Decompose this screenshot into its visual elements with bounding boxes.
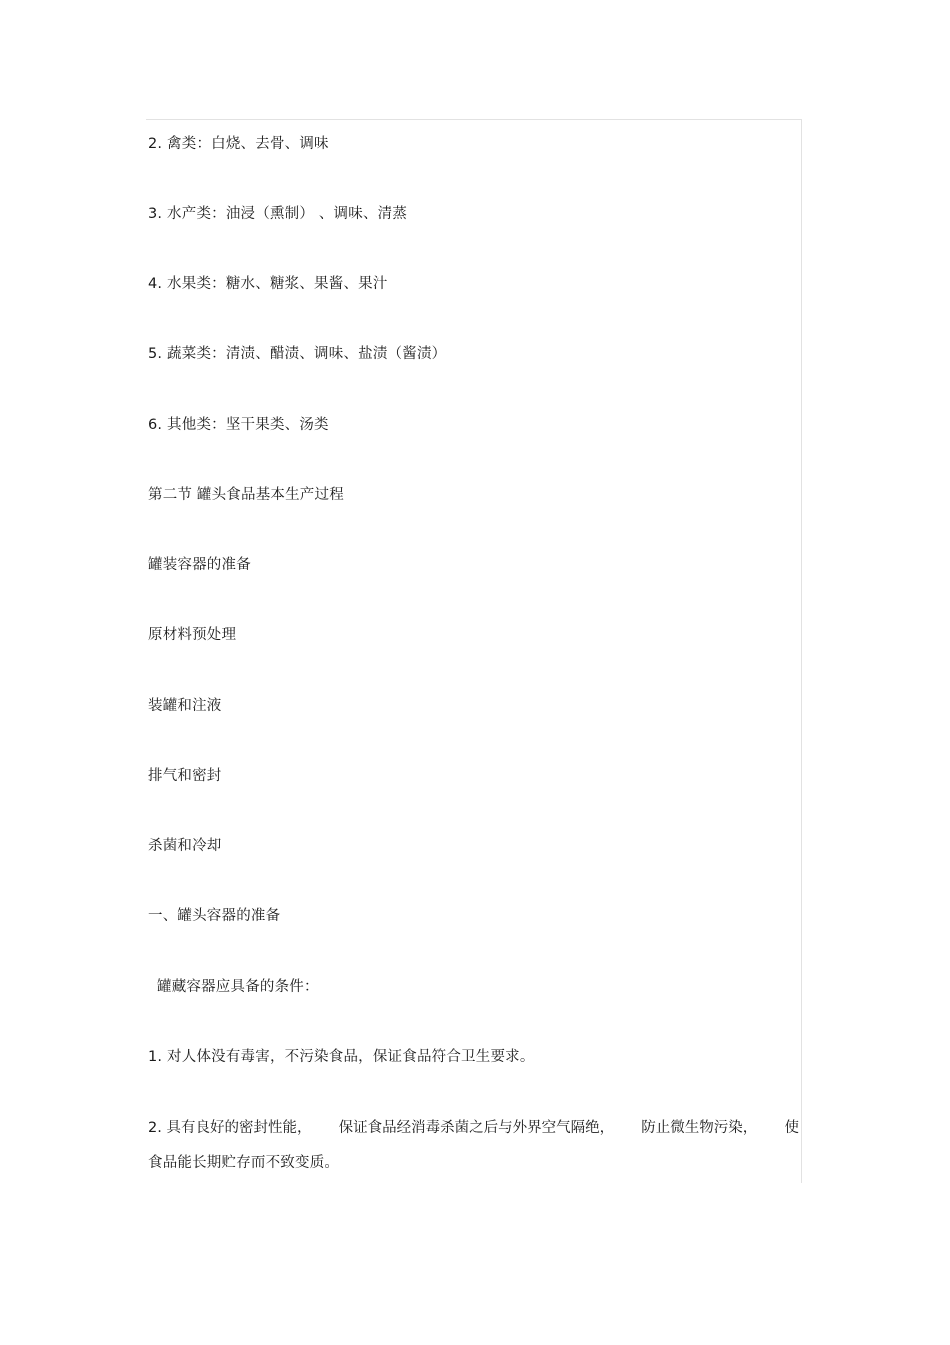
category-vegetable: 5. 蔬菜类：清渍、醋渍、调味、盐渍（酱渍） — [148, 346, 447, 362]
condition-item-2-part: 保证食品经消毒杀菌之后与外界空气隔绝， — [338, 1120, 615, 1136]
process-step-pretreatment: 原材料预处理 — [148, 627, 237, 643]
condition-item-2-continuation: 食品能长期贮存而不致变质。 — [148, 1155, 340, 1171]
process-step-filling: 装罐和注液 — [148, 698, 222, 714]
category-other: 6. 其他类：坚干果类、汤类 — [148, 417, 329, 433]
condition-item-2 — [148, 1118, 799, 1138]
condition-item-2-part: 使 — [784, 1120, 799, 1136]
category-fruit: 4. 水果类：糖水、糖浆、果酱、果汁 — [148, 276, 388, 292]
process-step-container: 罐装容器的准备 — [148, 557, 251, 573]
category-poultry: 2. 禽类：白烧、去骨、调味 — [148, 136, 329, 152]
process-step-sterilization: 杀菌和冷却 — [148, 838, 222, 854]
subsection-heading: 一、罐头容器的准备 — [148, 908, 281, 924]
section-heading: 第二节 罐头食品基本生产过程 — [148, 487, 344, 503]
condition-item-1: 1. 对人体没有毒害，不污染食品，保证食品符合卫生要求。 — [148, 1049, 535, 1065]
category-seafood: 3. 水产类：油浸（熏制） 、调味、清蒸 — [148, 206, 408, 222]
conditions-intro: 罐藏容器应具备的条件： — [157, 979, 319, 995]
condition-item-2-part: 防止微生物污染， — [641, 1120, 758, 1136]
condition-item-2-part: 2. 具有良好的密封性能， — [148, 1120, 312, 1136]
process-step-sealing: 排气和密封 — [148, 768, 222, 784]
